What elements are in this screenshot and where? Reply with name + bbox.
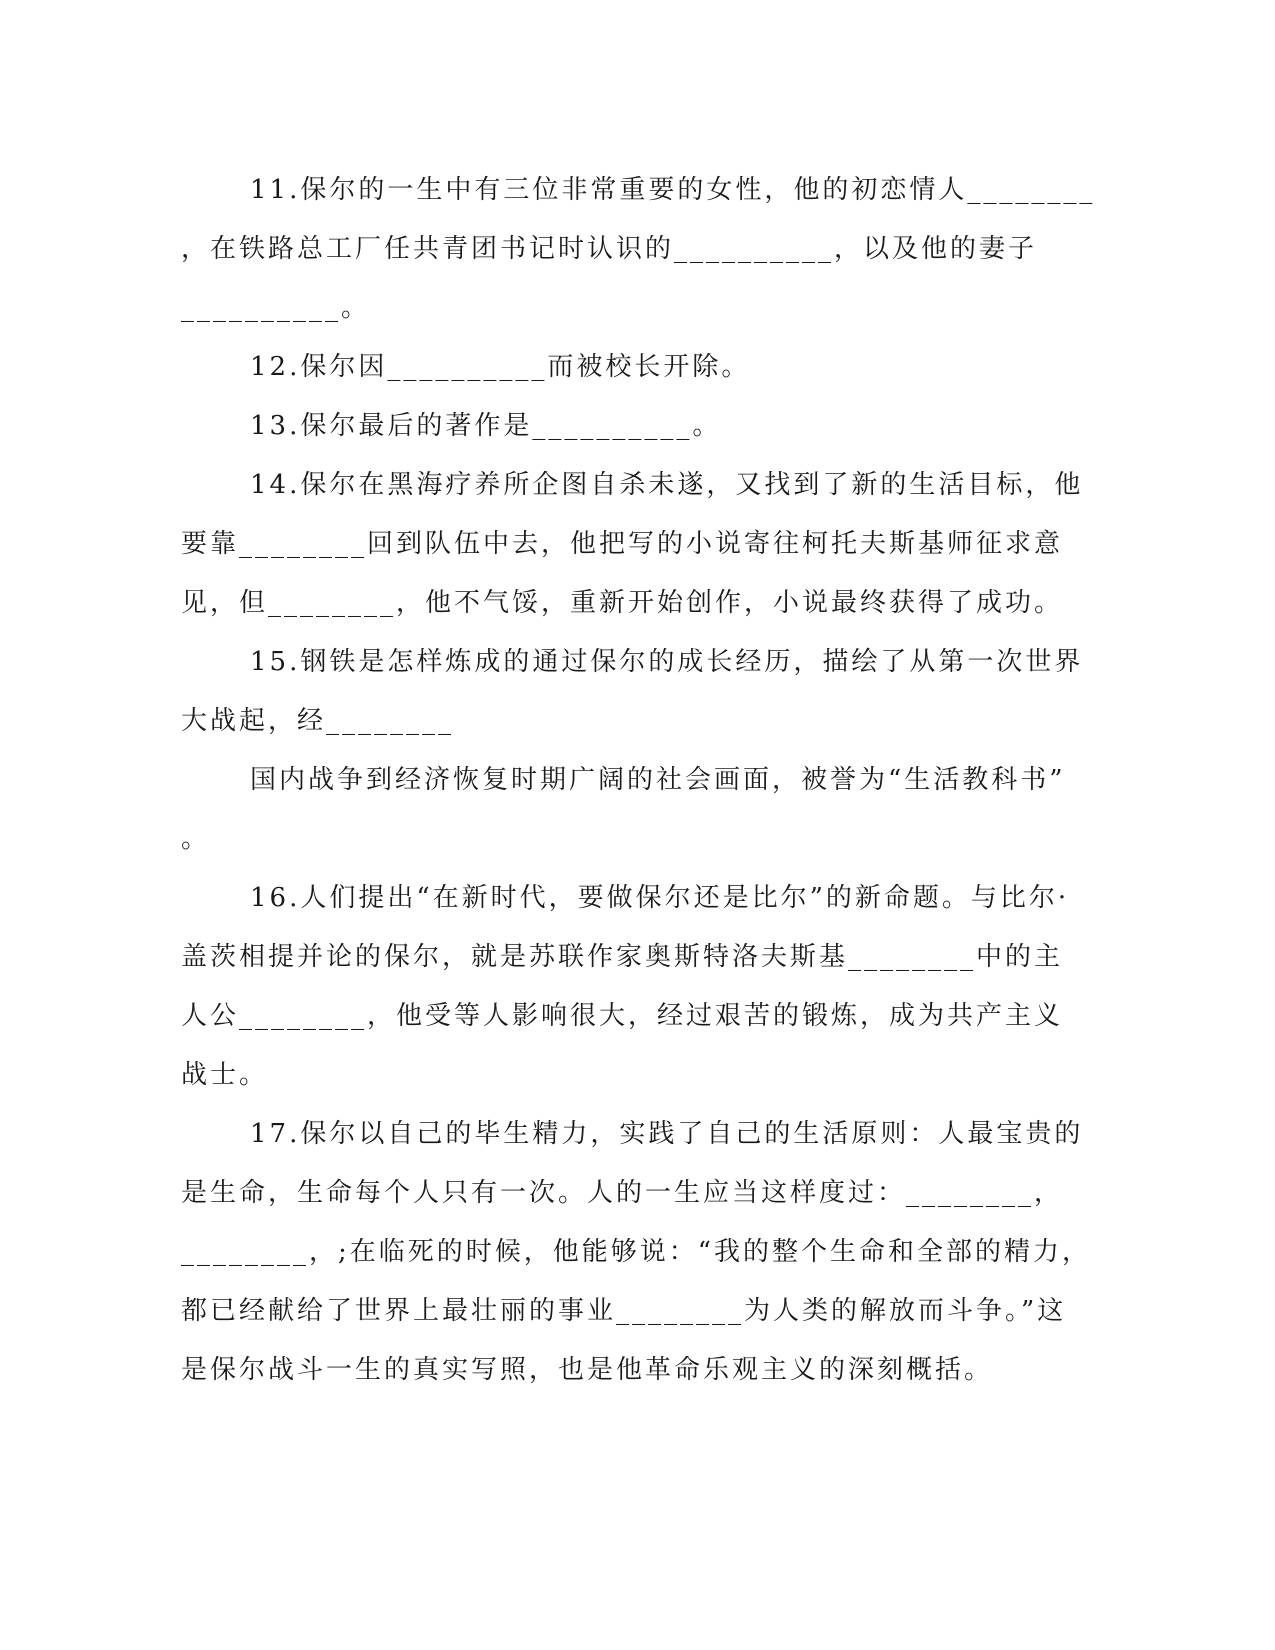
question-17-line-3: ________，;在临死的时候，他能够说：“我的整个生命和全部的精力， <box>181 1237 1092 1267</box>
question-17-line-1: 17.保尔以自己的毕生精力，实践了自己的生活原则：人最宝贵的 <box>250 1119 1084 1149</box>
question-16-line-4: 战士。 <box>181 1060 269 1090</box>
question-17-line-4: 都已经献给了世界上最壮丽的事业________为人类的解放而斗争。”这 <box>181 1296 1067 1326</box>
question-16-line-1: 16.人们提出“在新时代，要做保尔还是比尔”的新命题。与比尔· <box>250 883 1070 913</box>
question-14-line-3: 见，但________，他不气馁，重新开始创作，小说最终获得了成功。 <box>181 588 1064 618</box>
question-11-line-3: __________。 <box>181 293 371 323</box>
question-14-line-2: 要靠________回到队伍中去，他把写的小说寄往柯托夫斯基师征求意 <box>181 529 1064 559</box>
question-17-line-2: 是生命，生命每个人只有一次。人的一生应当这样度过：________， <box>181 1178 1064 1208</box>
question-16-line-3: 人公________，他受等人影响很大，经过艰苦的锻炼，成为共产主义 <box>181 1001 1064 1031</box>
question-15-line-1: 15.钢铁是怎样炼成的通过保尔的成长经历，描绘了从第一次世界 <box>250 647 1084 677</box>
question-11-line-2: ，在铁路总工厂任共青团书记时认识的__________，以及他的妻子 <box>181 234 1038 264</box>
question-15-line-4: 。 <box>181 824 211 854</box>
question-15-line-3: 国内战争到经济恢复时期广阔的社会画面，被誉为“生活教科书” <box>250 765 1066 795</box>
question-12-line-1: 12.保尔因__________而被校长开除。 <box>250 352 751 382</box>
question-15-line-2: 大战起，经________ <box>181 706 455 736</box>
question-11-line-1: 11.保尔的一生中有三位非常重要的女性，他的初恋情人________ <box>250 175 1096 205</box>
question-13-line-1: 13.保尔最后的著作是__________。 <box>250 411 722 441</box>
question-14-line-1: 14.保尔在黑海疗养所企图自杀未遂，又找到了新的生活目标，他 <box>250 470 1084 500</box>
question-16-line-2: 盖茨相提并论的保尔，就是苏联作家奥斯特洛夫斯基________中的主 <box>181 942 1064 972</box>
question-17-line-5: 是保尔战斗一生的真实写照，也是他革命乐观主义的深刻概括。 <box>181 1355 994 1385</box>
